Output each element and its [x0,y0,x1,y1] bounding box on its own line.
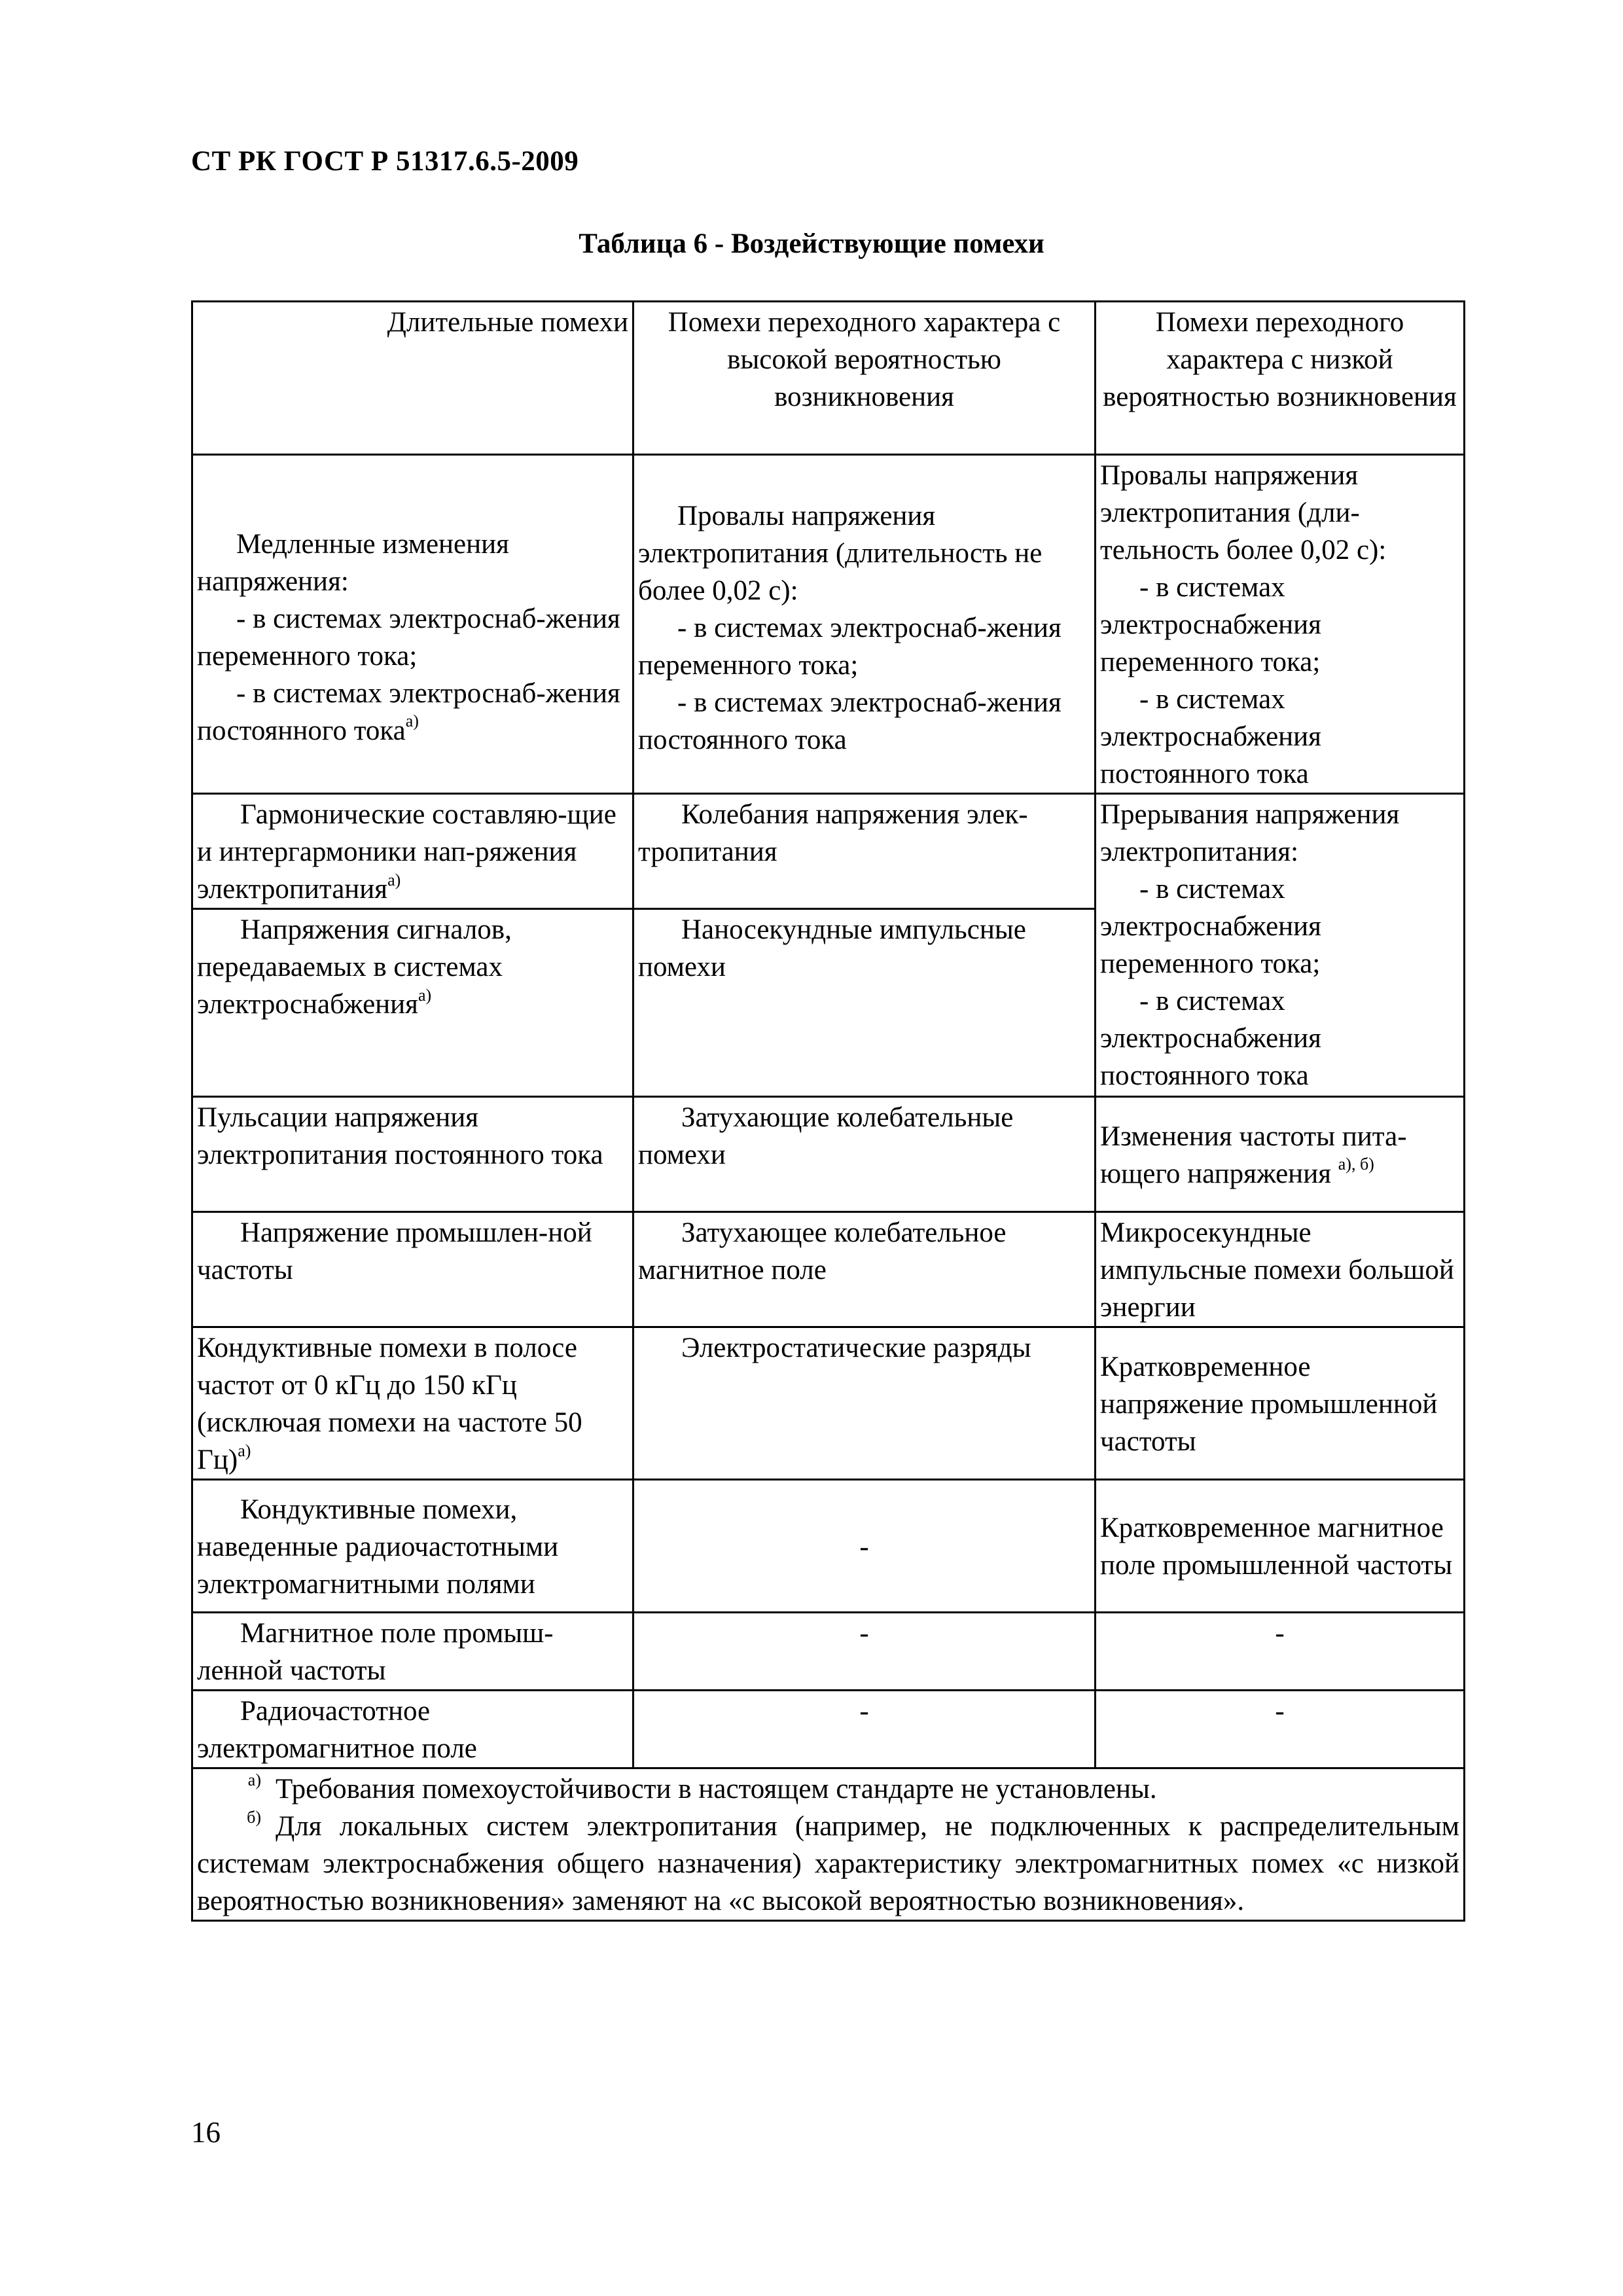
cell-text: Кратковременное магнитное поле промышленной частоты [1100,1513,1453,1581]
page-number: 16 [191,2116,221,2149]
table-cell [633,1327,1096,1480]
cell-text: - [859,1618,869,1649]
table-row [192,1613,1465,1691]
column-header: Длительные помехи [192,302,633,455]
table-cell [633,1613,1096,1691]
note-text: Требования помехоустойчивости в настоящем стандарте не установлены. [276,1774,1157,1804]
cell-text: Наносекундные импульсные помехи [638,914,1026,982]
cell-text: - в системах электроснаб-жения переменного тока; [197,603,620,672]
table-cell [633,1212,1096,1327]
table-cell [192,1097,633,1212]
table-cell [192,1613,633,1691]
cell-text: - в системах электроснаб-жения постоянного тока [638,687,1061,755]
cell-text: - [859,1531,869,1562]
cell-text: Провалы напряжения электропитания (дли-тельность более 0,02 с): [1100,460,1387,565]
column-header: Помехи переходного характера с высокой вероятностью возникновения [633,302,1096,455]
footnote-mark: а), б) [1338,1155,1374,1174]
table-cell [1096,1691,1465,1768]
table-row [192,455,1465,794]
table-cell [1096,1480,1465,1613]
table-cell [633,1097,1096,1212]
cell-text: - в системах электроснабжения переменного тока; [1100,874,1321,979]
note-b [197,1808,1459,1920]
table-cell [1096,455,1465,794]
table-cell [633,455,1096,794]
cell-text: Кратковременное напряжение промышленной частоты [1100,1351,1438,1457]
cell-text: Кондуктивные помехи, наведенные радиочастотными электромагнитными полями [197,1494,559,1600]
table-notes [192,1768,1465,1921]
cell-text: Колебания напряжения элек-тропитания [638,799,1028,867]
document-code: СТ РК ГОСТ Р 51317.6.5-2009 [191,146,579,177]
interference-table [191,300,1465,1922]
cell-text: Затухающие колебательные помехи [638,1102,1014,1170]
cell-text: Радиочастотное электромагнитное поле [197,1696,477,1764]
cell-text: Кондуктивные помехи в полосе частот от 0 кГц до 150 кГц (исключая помехи на частоте 50 Гц) [197,1333,582,1475]
cell-text: Медленные изменения напряжения: [197,528,509,597]
cell-text: - [1275,1696,1285,1727]
table-row [192,794,1465,909]
cell-text: Гармонические составляю-щие и интергармоники нап-ряжения электропитания [197,799,616,905]
footnote-mark: а) [247,1770,261,1789]
table-cell [633,909,1096,1097]
table-cell [192,1480,633,1613]
table-cell [1096,1212,1465,1327]
cell-text: - [1275,1618,1285,1649]
footnote-mark: а) [405,711,419,731]
cell-text: Напряжение промышлен-ной частоты [197,1217,592,1285]
note-a [197,1770,1459,1808]
cell-text: - в системах электроснаб-жения переменного тока; [638,613,1061,681]
cell-text: - [859,1696,869,1727]
table-cell [192,1212,633,1327]
table-cell [1096,794,1465,1097]
table-cell [1096,1327,1465,1480]
cell-text [197,675,628,749]
table-cell [192,1691,633,1768]
column-header: Помехи переходного характера с низкой вероятностью возникновения [1096,302,1465,455]
cell-text: - в системах электроснабжения постоянного тока [1100,986,1321,1091]
table-cell [633,794,1096,909]
cell-text: - в системах электроснабжения постоянного тока [1100,684,1321,789]
table-row [192,1327,1465,1480]
table-cell [1096,1097,1465,1212]
cell-text: Напряжения сигналов, передаваемых в системах электроснабжения [197,914,512,1020]
table-header-row [192,302,1465,455]
table-cell [192,1327,633,1480]
footnote-mark: а) [418,985,432,1005]
table-cell [633,1480,1096,1613]
cell-text: Изменения частоты пита-ющего напряжения [1100,1121,1407,1189]
footnote-mark: а) [387,870,401,889]
note-text: Для локальных систем электропитания (например, не подключенных к распределительным системам электроснабжения общего назначения) характеристику электромагнитных помех «с низкой вероятностью возникновения» заменяют на «с высокой вероятностью возникновения». [197,1811,1459,1916]
cell-text: Микросекундные импульсные помехи большой энергии [1100,1217,1454,1323]
table-row [192,1212,1465,1327]
cell-text: Провалы напряжения электропитания (длительность не более 0,02 с): [638,501,1043,606]
table-notes-row [192,1768,1465,1921]
table-cell [192,455,633,794]
cell-text-part: - в системах электроснаб-жения постоянного тока [197,677,620,746]
table-title: Таблица 6 - Воздействующие помехи [579,228,1044,259]
cell-text: Затухающее колебательное магнитное поле [638,1217,1007,1285]
footnote-mark: а) [238,1441,251,1460]
table-cell [1096,1613,1465,1691]
table-cell [633,1691,1096,1768]
cell-text: - в системах электроснабжения переменного тока; [1100,572,1321,677]
cell-text: Электростатические разряды [681,1333,1031,1363]
table-cell [192,909,633,1097]
cell-text: Прерывания напряжения электропитания: [1100,799,1400,867]
table-row [192,1097,1465,1212]
cell-text: Магнитное поле промыш-ленной частоты [197,1618,554,1686]
table-cell [192,794,633,909]
table-row [192,1691,1465,1768]
footnote-mark: б) [247,1807,261,1827]
table-row [192,1480,1465,1613]
cell-text: Пульсации напряжения электропитания постоянного тока [197,1102,603,1170]
